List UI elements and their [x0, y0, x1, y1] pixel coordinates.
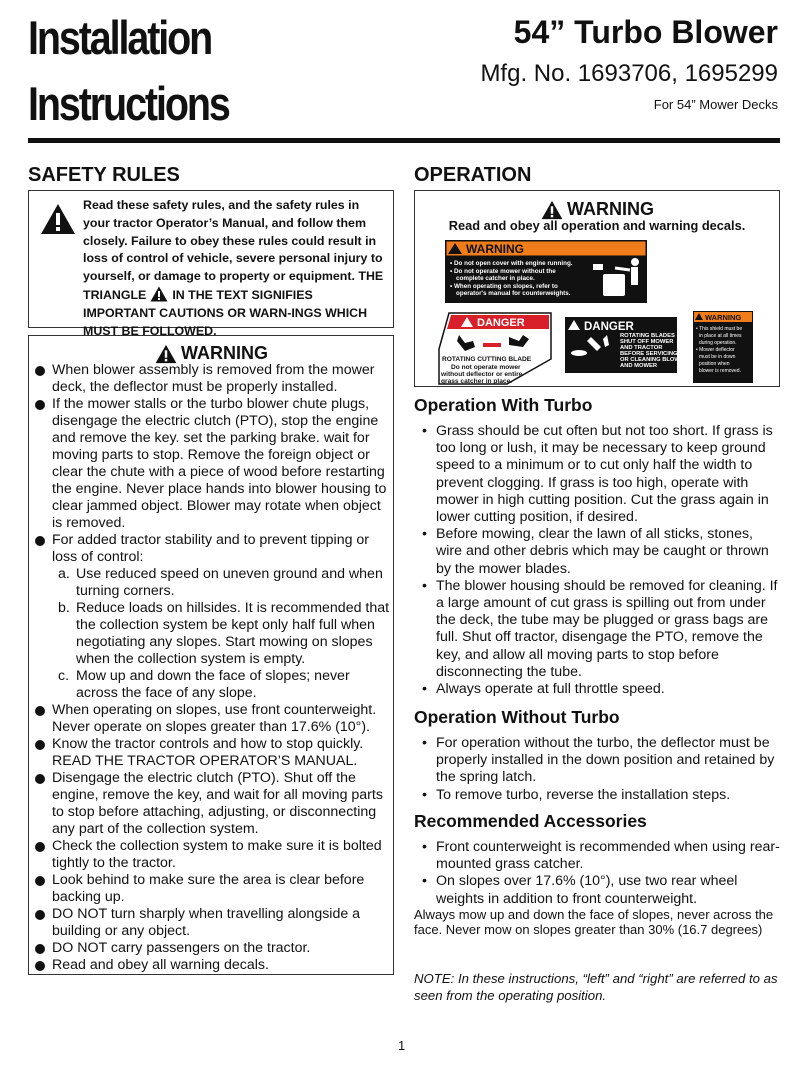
header-divider: [28, 138, 780, 143]
recommended-accessories-list: [414, 839, 782, 908]
list-item: • On slopes over 17.6% (10°), use two rear wheel weights in addition to front counterweight.: [414, 873, 782, 907]
sub-item-text: Reduce loads on hillsides. It is recommended that the collection system be kept only half full when negotiating any slopes. Start mowing on slopes when the collection system is empty.: [76, 600, 390, 667]
list-item: • Front counterweight is recommended when using rear-mounted grass catcher.: [414, 839, 782, 873]
decal-line: SHUT OFF MOWER: [620, 339, 674, 345]
list-item: DO NOT turn sharply when travelling alongside a building or any object.: [29, 906, 391, 940]
decal-line: position when: [699, 361, 730, 367]
safety-intro-part1: Read these safety rules, and the safety rules in your tractor Operator’s Manual, and follow them closely. Failure to obey these rules could result in loss of control of vehicle, severe personal injury to yourself, or damage to property or equipment. THE TRIANGLE: [83, 198, 384, 302]
decal-line: complete catcher in place.: [456, 275, 535, 282]
danger-decal-rotating-blades: [565, 317, 688, 373]
sub-item-letter: c.: [58, 668, 70, 684]
safety-warning-box: [28, 335, 394, 975]
list-item: • To remove turbo, reverse the installation steps.: [414, 787, 782, 804]
decal-line: • When operating on slopes, refer to: [450, 283, 558, 290]
operation-heading: OPERATION: [414, 164, 532, 186]
list-item: • Grass should be cut often but not too short. If grass is too long or lush, it may be necessary to keep ground speed to a minimum or to cut only half the width to prevent clogging. If grass is too high, operate with mower in high cutting position. Cut the grass again in lower cutting position, if desired.: [414, 423, 782, 526]
decal-line: • Mower deflector: [696, 347, 735, 353]
list-item: DO NOT carry passengers on the tractor.: [29, 940, 391, 957]
list-item: Disengage the electric clutch (PTO). Shut off the engine, remove the key, and wait for all moving parts to stop before attaching, adjusting, or disconnecting any part of the collection system.: [29, 770, 391, 838]
list-item: • For operation without the turbo, the deflector must be properly installed in the down position and retained by the spring latch.: [414, 735, 782, 787]
list-item-text: For added tractor stability and to prevent tipping or loss of control:: [52, 532, 370, 565]
warning-decal-shield: [693, 311, 753, 383]
list-item: When operating on slopes, use front counterweight. Never operate on slopes greater than 17.6% (10°).: [29, 702, 391, 736]
decal-line: in place at all times: [699, 333, 742, 339]
orientation-note: NOTE: In these instructions, “left” and “right” are referred to as seen from the operating position.: [414, 971, 778, 1003]
list-item: • The blower housing should be removed for cleaning. If a large amount of cut grass is spilling out from under the deck, the tube may be plugged or grass bags are full. Shut off tractor, disengage the PTO, remove the key, and allow all moving parts to stop before disconnecting the tube.: [414, 578, 782, 681]
list-item: If the mower stalls or the turbo blower chute plugs, disengage the electric clutch (PTO), stop the engine and remove the key. set the parking brake. wait for moving parts to stop. Remove the foreign object or clear the chute with a piece of wood before restarting the engine. Never place hands into blower housing to clear jammed object. Blower may rotate when object is removed.: [29, 396, 391, 532]
list-item: When blower assembly is removed from the mower deck, the deflector must be properly installed.: [29, 362, 391, 396]
decal-line: AND TRACTOR: [620, 345, 663, 351]
decal-line: must be in down: [699, 354, 736, 360]
operation-warning-subtitle: Read and obey all operation and warning decals.: [448, 218, 746, 233]
decal-label: DANGER: [584, 321, 634, 333]
decal-line: blower is removed.: [699, 368, 741, 374]
page-number: 1: [398, 1038, 406, 1053]
danger-decal-cutting-blade: [437, 309, 553, 387]
warning-heading: [155, 343, 268, 364]
decal-line: BEFORE SERVICING: [620, 351, 678, 357]
decal-label: WARNING: [705, 313, 742, 322]
warning-decal-catcher: [445, 240, 647, 303]
operation-without-turbo-heading: Operation Without Turbo: [414, 707, 620, 727]
safety-warning-list: [29, 362, 391, 974]
sub-list-item: [52, 600, 391, 668]
warning-label: WARNING: [181, 343, 268, 363]
doc-title-line2: Instructions: [28, 77, 229, 130]
mfg-number: Mfg. No. 1693706, 1695299: [480, 60, 778, 87]
safety-intro-text: [83, 197, 388, 340]
warning-triangle-icon: [541, 200, 563, 220]
operation-warning-box: [414, 190, 780, 387]
doc-title-line1: Installation: [28, 11, 212, 64]
safety-intro-box: [28, 190, 394, 338]
decal-line: ROTATING BLADES: [620, 333, 675, 339]
decal-label: WARNING: [466, 242, 524, 256]
slope-note: Always mow up and down the face of slopes, never across the face. Never mow on slopes greater than 30% (16.7 degrees): [414, 907, 774, 937]
list-item: Know the tractor controls and how to stop quickly. READ THE TRACTOR OPERATOR’S MANUAL.: [29, 736, 391, 770]
operation-with-turbo-list: [414, 423, 782, 698]
deck-compatibility: For 54” Mower Decks: [653, 97, 778, 112]
decal-line: ROTATING CUTTING BLADE: [442, 356, 532, 363]
product-name: 54” Turbo Blower: [513, 14, 778, 50]
safety-intro-part2: IN THE TEXT SIGNIFIES IMPORTANT CAUTIONS OR WARN-INGS WHICH MUST BE FOLLOWED.: [83, 287, 368, 338]
decal-label: DANGER: [477, 317, 525, 329]
list-item: [29, 532, 391, 702]
sub-list-item: [52, 566, 391, 600]
sub-list-item: [52, 668, 391, 702]
operation-without-turbo-list: [414, 735, 782, 804]
decal-line: without deflector or entire: [441, 371, 523, 378]
sub-item-text: Mow up and down the face of slopes; never across the face of any slope.: [76, 668, 350, 701]
decal-line: OR CLEANING BLOWER: [620, 357, 688, 363]
warning-label: WARNING: [567, 199, 654, 219]
decal-line: grass catcher in place.: [441, 378, 513, 385]
decal-line: • Do not operate mower without the: [450, 268, 556, 275]
list-item: Look behind to make sure the area is clear before backing up.: [29, 872, 391, 906]
sub-item-letter: a.: [58, 566, 70, 582]
list-item: Check the collection system to make sure it is bolted tightly to the tractor.: [29, 838, 391, 872]
decal-line: • Do not open cover with engine running.: [450, 260, 573, 267]
decal-line: during operation.: [699, 340, 737, 346]
recommended-accessories-heading: Recommended Accessories: [414, 811, 647, 831]
list-item: Read and obey all warning decals.: [29, 957, 391, 974]
sub-item-letter: b.: [58, 600, 70, 616]
warning-triangle-icon: [155, 344, 177, 364]
warning-triangle-icon: [150, 286, 168, 302]
list-item: • Before mowing, clear the lawn of all sticks, stones, wire and other debris which may be caught or thrown by the mower blades.: [414, 526, 782, 578]
safety-rules-heading: SAFETY RULES: [28, 164, 180, 186]
operation-with-turbo-heading: Operation With Turbo: [414, 395, 593, 415]
decal-line: AND MOWER: [620, 363, 658, 369]
list-item: • Always operate at full throttle speed.: [414, 681, 782, 698]
sub-item-text: Use reduced speed on uneven ground and when turning corners.: [76, 566, 383, 599]
operation-warning-heading: [541, 199, 654, 220]
stability-sublist: [52, 566, 391, 702]
warning-triangle-icon: [40, 203, 76, 235]
decal-line: operator's manual for counterweights.: [456, 290, 571, 297]
decal-line: • This shield must be: [696, 326, 743, 332]
decal-line: Do not operate mower: [451, 364, 521, 371]
